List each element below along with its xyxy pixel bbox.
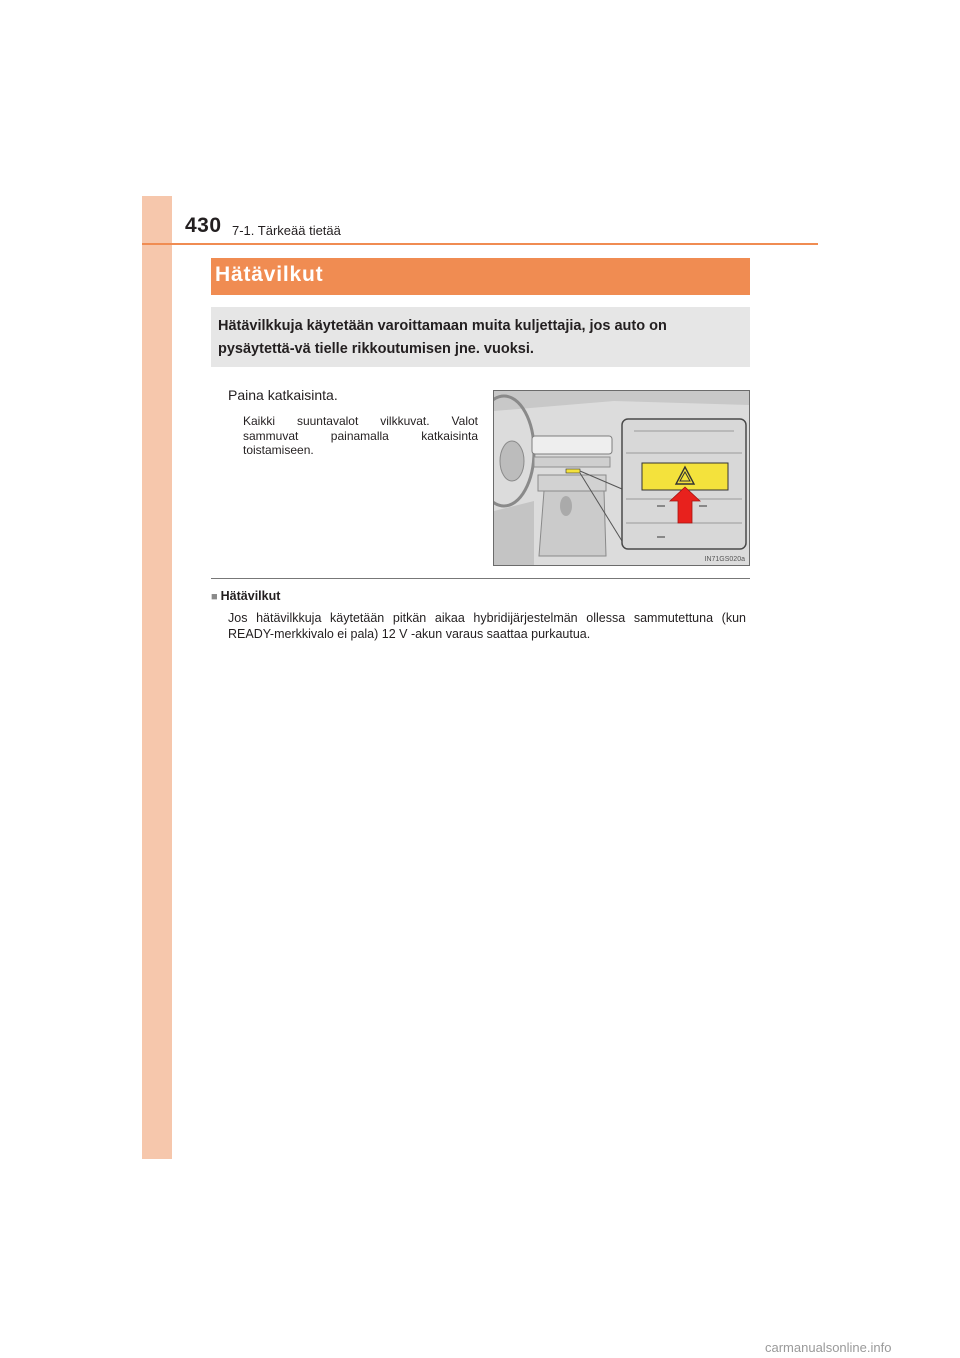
page-title: Hätävilkut: [215, 263, 324, 286]
figure-code: IN71GS020a: [704, 556, 745, 563]
watermark: carmanualsonline.info: [765, 1340, 892, 1355]
side-tab-strip: [142, 196, 172, 1159]
note-body: Jos hätävilkkuja käytetään pitkän aikaa hybridijärjestelmän ollessa sammutettuna (kun READY-merkkivalo ei pala) 12 V -akun varaus saattaa purkautua.: [228, 611, 746, 641]
section-divider: [211, 578, 750, 579]
hazard-switch-figure: [493, 390, 750, 566]
intro-box: [211, 307, 750, 367]
note-heading-text: Hätävilkut: [220, 589, 281, 603]
square-bullet-icon: ■: [211, 591, 218, 603]
title-bar: [211, 258, 750, 295]
step-note: Kaikki suuntavalot vilkkuvat. Valot sammuvat painamalla katkaisinta toistamiseen.: [243, 414, 478, 457]
intro-text: Hätävilkkuja käytetään varoittamaan muita kuljettajia, jos auto on pysäytettä-vä tielle rikkoutumisen jne. vuoksi.: [218, 318, 667, 357]
page-number: 430: [185, 214, 222, 237]
section-label: 7-1. Tärkeää tietää: [232, 223, 341, 238]
header-rule: [142, 243, 818, 245]
dashboard-illustration: [494, 391, 750, 566]
step-instruction: Paina katkaisinta.: [228, 387, 338, 403]
note-heading: [211, 589, 280, 603]
